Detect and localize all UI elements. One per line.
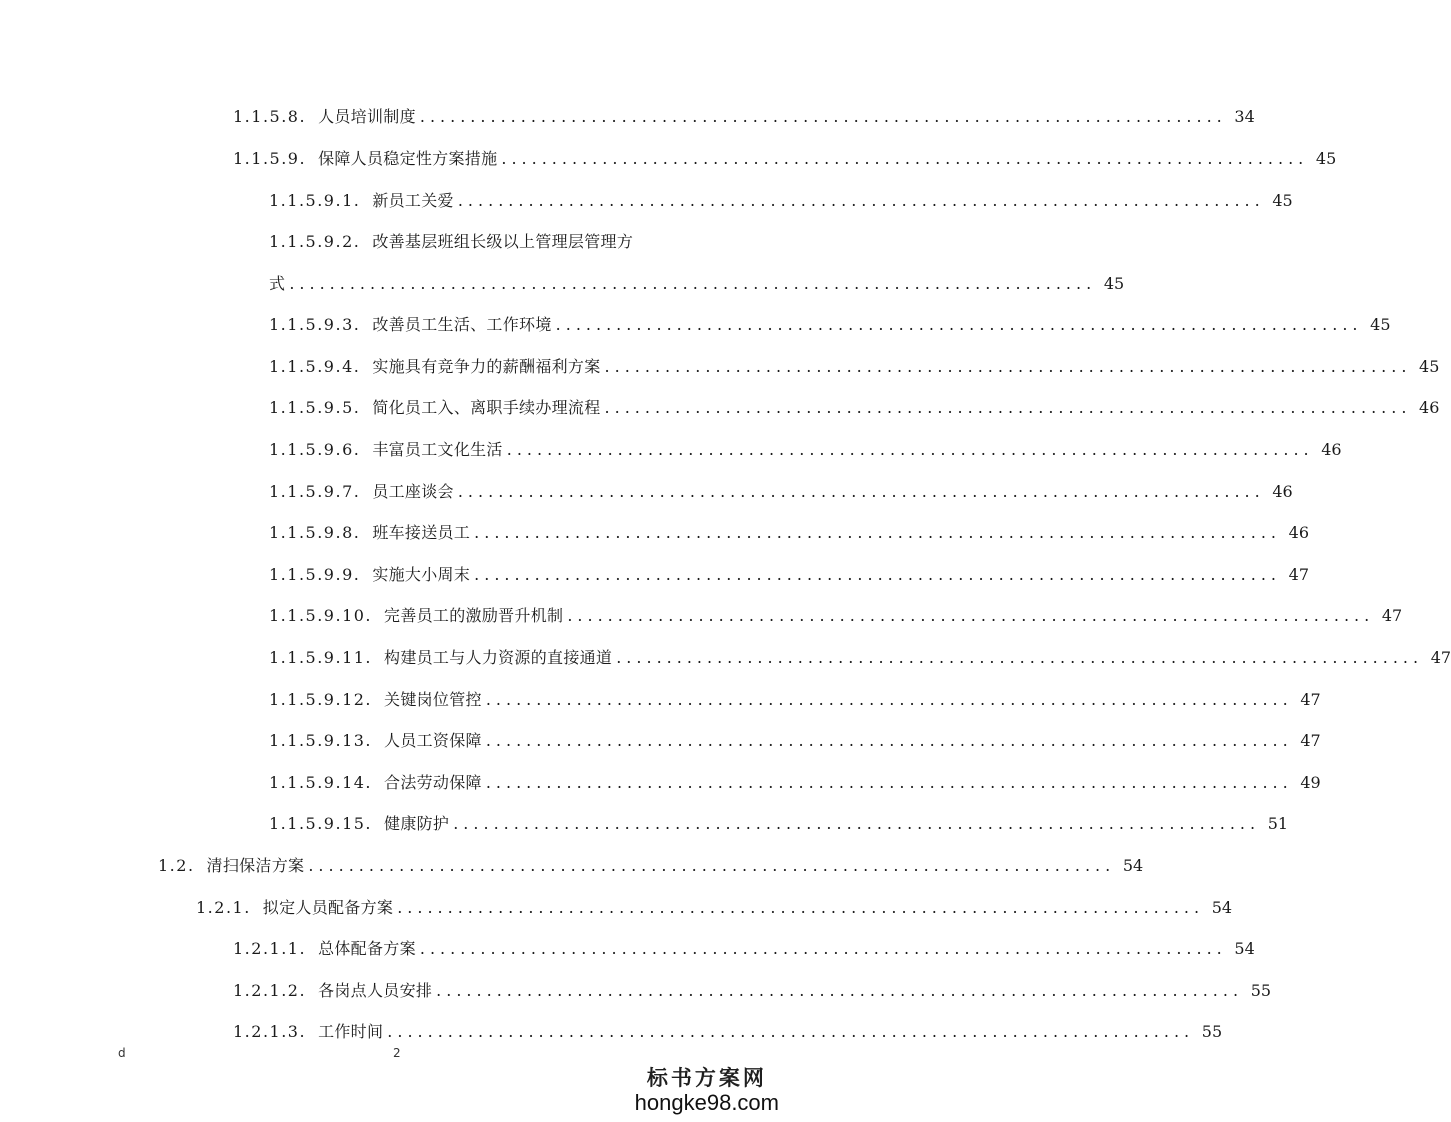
toc-entry[interactable] bbox=[196, 896, 1233, 920]
toc-number: 1.1.5.9.12. bbox=[269, 690, 373, 709]
toc-page: 46 bbox=[1419, 398, 1440, 417]
toc-title: 员工座谈会 bbox=[372, 482, 454, 501]
dot-leader: ................................................................................ bbox=[419, 107, 1227, 126]
toc-number: 1.2. bbox=[158, 856, 195, 875]
dot-leader: ................................................................................ bbox=[485, 690, 1293, 709]
toc-number: 1.1.5.9.14. bbox=[269, 773, 373, 792]
toc-page: 47 bbox=[1288, 565, 1310, 584]
toc-number: 1.1.5.9.6. bbox=[269, 440, 361, 459]
dot-leader: ................................................................................ bbox=[289, 274, 1097, 293]
toc-title: 简化员工入、离职手续办理流程 bbox=[372, 398, 601, 417]
dot-leader: ................................................................................ bbox=[501, 149, 1309, 168]
toc-title: 保障人员稳定性方案措施 bbox=[318, 149, 498, 168]
toc-title: 丰富员工文化生活 bbox=[372, 440, 503, 459]
toc-number: 1.1.5.9.2. bbox=[269, 232, 361, 251]
toc-title: 实施大小周末 bbox=[372, 565, 471, 584]
footer-left-mark: d bbox=[118, 1046, 126, 1060]
toc-page: 46 bbox=[1272, 482, 1293, 501]
toc-page: 47 bbox=[1300, 731, 1321, 750]
dot-leader: ................................................................................ bbox=[453, 814, 1261, 833]
toc-entry[interactable] bbox=[269, 480, 1293, 504]
dot-leader: ................................................................................ bbox=[604, 398, 1412, 417]
toc-page: 47 bbox=[1381, 606, 1403, 625]
toc-page: 45 bbox=[1103, 274, 1125, 293]
toc-title: 完善员工的激励晋升机制 bbox=[384, 606, 564, 625]
toc-page: 54 bbox=[1122, 856, 1144, 875]
toc-title: 关键岗位管控 bbox=[384, 690, 482, 709]
toc-title-continuation: 式 bbox=[269, 274, 286, 293]
dot-leader: ................................................................................ bbox=[308, 856, 1116, 875]
dot-leader: ................................................................................ bbox=[604, 357, 1412, 376]
watermark-url: hongke98.com bbox=[634, 1090, 779, 1115]
toc-entry[interactable] bbox=[269, 189, 1293, 213]
dot-leader: ................................................................................ bbox=[567, 606, 1375, 625]
toc-entry[interactable] bbox=[233, 105, 1255, 129]
footer-page-number: 2 bbox=[393, 1046, 401, 1060]
toc-entry[interactable] bbox=[269, 604, 1403, 628]
toc-title: 人员培训制度 bbox=[318, 107, 416, 126]
toc-number: 1.2.1.1. bbox=[233, 939, 307, 958]
toc-title: 清扫保洁方案 bbox=[206, 856, 305, 875]
toc-page: 34 bbox=[1234, 107, 1255, 126]
toc-title: 拟定人员配备方案 bbox=[262, 898, 394, 917]
toc-entry[interactable] bbox=[269, 771, 1321, 795]
dot-leader: ................................................................................ bbox=[419, 939, 1227, 958]
toc-page: 45 bbox=[1272, 191, 1293, 210]
watermark-logo bbox=[635, 1068, 779, 1114]
toc-entry[interactable] bbox=[269, 812, 1289, 836]
dot-leader: ................................................................................ bbox=[485, 773, 1293, 792]
toc-number: 1.1.5.9. bbox=[233, 149, 307, 168]
toc-title: 合法劳动保障 bbox=[384, 773, 482, 792]
dot-leader: ................................................................................ bbox=[485, 731, 1293, 750]
toc-entry[interactable] bbox=[269, 355, 1440, 379]
dot-leader: ................................................................................ bbox=[474, 523, 1282, 542]
toc-entry[interactable] bbox=[233, 979, 1272, 1003]
dot-leader: ................................................................................ bbox=[555, 315, 1363, 334]
toc-title: 改善基层班组长级以上管理层管理方 bbox=[372, 232, 634, 251]
toc-title: 新员工关爱 bbox=[372, 191, 454, 210]
toc-number: 1.2.1.3. bbox=[233, 1022, 307, 1041]
toc-title: 人员工资保障 bbox=[384, 731, 482, 750]
toc-number: 1.1.5.9.15. bbox=[269, 814, 373, 833]
toc-number: 1.1.5.9.7. bbox=[269, 482, 361, 501]
toc-page: 55 bbox=[1250, 981, 1272, 1000]
toc-entry[interactable] bbox=[269, 313, 1391, 337]
toc-title: 实施具有竞争力的薪酬福利方案 bbox=[372, 357, 601, 376]
toc-entry[interactable] bbox=[269, 729, 1321, 753]
toc-number: 1.1.5.9.3. bbox=[269, 315, 361, 334]
toc-page: 47 bbox=[1300, 690, 1321, 709]
toc-entry[interactable] bbox=[269, 438, 1342, 462]
toc-page: 45 bbox=[1419, 357, 1440, 376]
toc-title: 改善员工生活、工作环境 bbox=[372, 315, 552, 334]
dot-leader: ................................................................................ bbox=[457, 191, 1265, 210]
dot-leader: ................................................................................ bbox=[474, 565, 1282, 584]
toc-entry[interactable] bbox=[269, 396, 1440, 420]
toc-page: 45 bbox=[1370, 315, 1391, 334]
toc-entry[interactable] bbox=[233, 937, 1255, 961]
toc-page: 49 bbox=[1300, 773, 1321, 792]
toc-page: 54 bbox=[1211, 898, 1233, 917]
toc-number: 1.1.5.9.8. bbox=[269, 523, 361, 542]
dot-leader: ................................................................................ bbox=[387, 1022, 1195, 1041]
toc-number: 1.2.1.2. bbox=[233, 981, 307, 1000]
toc-page: 45 bbox=[1315, 149, 1337, 168]
toc-page: 46 bbox=[1288, 523, 1310, 542]
toc-title: 班车接送员工 bbox=[372, 523, 471, 542]
toc-title: 健康防护 bbox=[384, 814, 450, 833]
toc-number: 1.1.5.9.4. bbox=[269, 357, 361, 376]
toc-entry[interactable] bbox=[233, 147, 1337, 171]
toc-page: 55 bbox=[1201, 1022, 1223, 1041]
dot-leader: ................................................................................ bbox=[457, 482, 1265, 501]
toc-page: 54 bbox=[1234, 939, 1255, 958]
toc-number: 1.1.5.9.9. bbox=[269, 565, 361, 584]
toc-entry[interactable] bbox=[269, 521, 1310, 545]
toc-number: 1.1.5.9.10. bbox=[269, 606, 373, 625]
toc-number: 1.1.5.9.11. bbox=[269, 648, 373, 667]
toc-page: 47 bbox=[1430, 648, 1451, 667]
dot-leader: ................................................................................ bbox=[397, 898, 1205, 917]
toc-page: 51 bbox=[1267, 814, 1289, 833]
toc-number: 1.2.1. bbox=[196, 898, 251, 917]
toc-entry[interactable] bbox=[158, 854, 1144, 878]
toc-page: 46 bbox=[1321, 440, 1342, 459]
toc-number: 1.1.5.9.1. bbox=[269, 191, 361, 210]
dot-leader: ................................................................................ bbox=[436, 981, 1244, 1000]
dot-leader: ................................................................................ bbox=[616, 648, 1424, 667]
toc-title: 总体配备方案 bbox=[318, 939, 416, 958]
toc-entry[interactable] bbox=[269, 646, 1451, 670]
toc-entry[interactable] bbox=[269, 230, 675, 254]
toc-entry[interactable] bbox=[233, 1020, 1223, 1044]
toc-number: 1.1.5.8. bbox=[233, 107, 307, 126]
toc-entry[interactable] bbox=[269, 563, 1310, 587]
toc-title: 构建员工与人力资源的直接通道 bbox=[384, 648, 613, 667]
toc-title: 各岗点人员安排 bbox=[318, 981, 433, 1000]
toc-number: 1.1.5.9.5. bbox=[269, 398, 361, 417]
watermark-name: 标书方案网 bbox=[646, 1066, 767, 1090]
toc-entry[interactable] bbox=[269, 688, 1321, 712]
dot-leader: ................................................................................ bbox=[506, 440, 1314, 459]
toc-title: 工作时间 bbox=[318, 1022, 384, 1041]
toc-number: 1.1.5.9.13. bbox=[269, 731, 373, 750]
toc-entry-continuation[interactable] bbox=[269, 272, 1125, 296]
